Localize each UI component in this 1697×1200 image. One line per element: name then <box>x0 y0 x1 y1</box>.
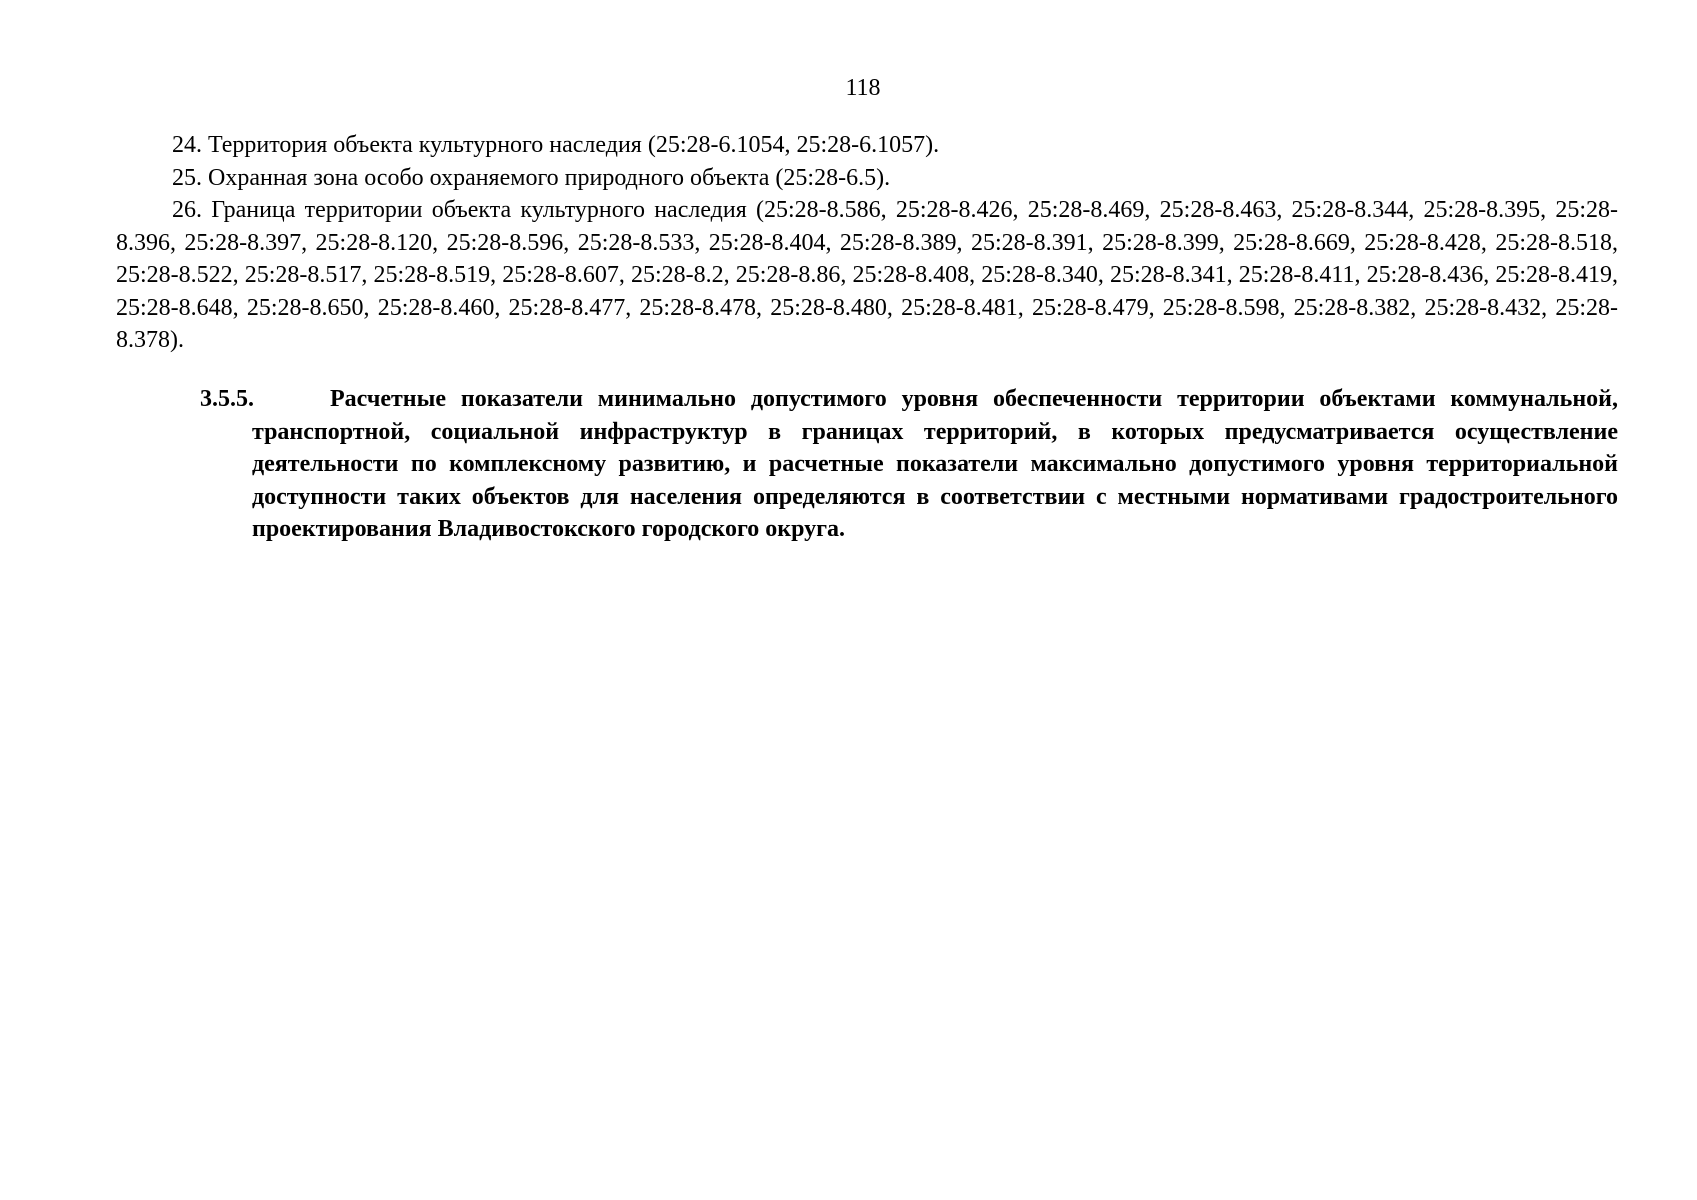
section-heading-text: Расчетные показатели минимально допустимого уровня обеспеченности территории объектами коммунальной, транспортной, социальной инфраструктур в границах территорий, в которых предусматривается осуществление деятельности по комплексному развитию, и расчетные показатели максимально допустимого уровня территориальной доступности таких объектов для населения определяются в соответствии с местными нормативами градостроительного проектирования Владивостокского городского округа. <box>252 386 1618 542</box>
list-item-24: 24. Территория объекта культурного наследия (25:28-6.1054, 25:28-6.1057). <box>172 132 940 158</box>
section-paragraph <box>200 383 1618 546</box>
page-number: 118 <box>845 75 881 101</box>
restrictions-list <box>116 129 1618 357</box>
list-item-25: 25. Охранная зона особо охраняемого природного объекта (25:28-6.5). <box>172 164 891 191</box>
section-3-5-5 <box>200 383 1618 546</box>
section-number: 3.5.5. <box>200 386 254 412</box>
list-item-26: 26. Граница территории объекта культурного наследия (25:28-8.586, 25:28-8.426, 25:28-8.469, 25:28-8.463, 25:28-8.344, 25:28-8.395, 25:28-8.396, 25:28-8.397, 25:28-8.120, 25:28-8.596, 25:28-8.533, 25:28-8.404, 25:28-8.389, 25:28-8.391, 25:28-8.399, 25:28-8.669, 25:28-8.428, 25:28-8.518, 25:28-8.522, 25:28-8.517, 25:28-8.519, 25:28-8.607, 25:28-8.2, 25:28-8.86, 25:28-8.408, 25:28-8.340, 25:28-8.341, 25:28-8.411, 25:28-8.436, 25:28-8.419, 25:28-8.648, 25:28-8.650, 25:28-8.460, 25:28-8.477, 25:28-8.478, 25:28-8.480, 25:28-8.481, 25:28-8.479, 25:28-8.598, 25:28-8.382, 25:28-8.432, 25:28-8.378). <box>116 197 1618 353</box>
